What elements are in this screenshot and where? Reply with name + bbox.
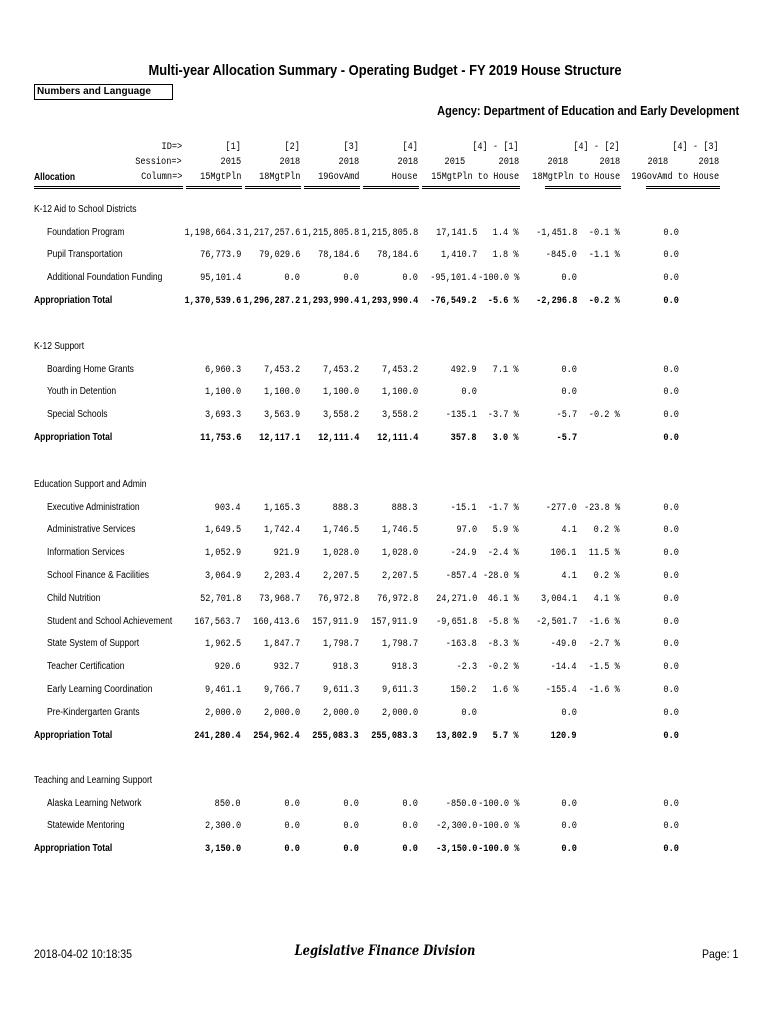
cell-p2: -0.2 % [588,409,620,422]
cell-p2: -2.7 % [588,638,620,651]
total-label: Appropriation Total [34,843,113,855]
cell-d2: -845.0 [545,249,577,262]
cell-d1: 97.0 [456,524,477,537]
cell-v2: 1,100.0 [263,386,300,399]
cell-d2: -277.0 [545,501,577,514]
cell-v1: 52,701.8 [199,592,241,605]
cell-p1: 5.9 % [493,524,519,537]
cell-d3: 0.0 [663,409,679,422]
section-heading: K-12 Support [34,341,85,352]
header-rule [186,188,242,189]
cell-v2: 1,217,257.6 [243,226,300,239]
cell-p2: -0.2 % [588,294,620,307]
cell-d2: -2,296.8 [535,294,577,307]
table-row [0,524,770,538]
table-row [0,661,770,675]
allocation-label: Alaska Learning Network [47,797,142,809]
appropriation-total-row [0,730,770,744]
header-diff-session-b: 2018 [498,156,519,168]
header-diff-session-a: 2018 [647,156,668,168]
cell-v2: 0.0 [284,820,300,833]
cell-p1: -1.7 % [487,501,519,514]
header-col-id: [1] [225,141,241,153]
cell-p1: -100.0 % [477,843,519,856]
header-col-session: 2018 [279,156,300,168]
cell-v2: 12,117.1 [258,431,300,444]
header-rule [245,186,301,187]
cell-d2: 0.0 [561,797,577,810]
header-col-session: 2015 [220,156,241,168]
cell-v3: 1,215,805.8 [302,226,359,239]
header-rule [646,186,720,187]
cell-v3: 76,972.8 [317,592,359,605]
cell-p2: -1.6 % [588,683,620,696]
agency-label: Agency: Department of Education and Early Development [437,104,739,118]
footer-page-number: Page: 1 [701,947,738,961]
header-col-id: [2] [284,141,300,153]
cell-d2: 0.0 [561,706,577,719]
table-row [0,386,770,400]
cell-d2: -155.4 [545,683,577,696]
cell-d3: 0.0 [663,386,679,399]
header-rule [304,186,360,187]
table-row [0,820,770,834]
header-col-session: 2018 [397,156,418,168]
cell-d2: 4.1 [561,524,577,537]
cell-d2: 0.0 [561,272,577,285]
cell-v1: 2,000.0 [204,706,241,719]
cell-d1: 13,802.9 [435,729,477,742]
cell-d2: 106.1 [551,547,577,560]
cell-v4: 1,215,805.8 [361,226,418,239]
allocation-label: Pre-Kindergarten Grants [47,706,140,718]
table-row [0,707,770,721]
cell-d3: 0.0 [663,615,679,628]
allocation-label: Student and School Achievement [47,615,173,627]
cell-d3: 0.0 [663,226,679,239]
cell-d1: -135.1 [445,409,477,422]
cell-v2: 3,563.9 [263,409,300,422]
cell-v1: 95,101.4 [199,272,241,285]
allocation-label: School Finance & Facilities [47,569,150,581]
cell-v3: 78,184.6 [317,249,359,262]
table-row [0,409,770,423]
table-row [0,593,770,607]
cell-d1: 357.8 [451,431,477,444]
cell-d3: 0.0 [663,547,679,560]
cell-v4: 0.0 [402,843,418,856]
cell-d3: 0.0 [663,294,679,307]
cell-p1: -100.0 % [477,797,519,810]
cell-v4: 1,798.7 [381,638,418,651]
cell-v1: 1,962.5 [204,638,241,651]
cell-p1: 7.1 % [493,363,519,376]
cell-v1: 1,649.5 [204,524,241,537]
cell-v2: 0.0 [284,272,300,285]
cell-v3: 0.0 [343,272,359,285]
cell-v4: 2,000.0 [381,706,418,719]
cell-v1: 167,563.7 [194,615,241,628]
cell-v3: 1,100.0 [322,386,359,399]
allocation-label: Early Learning Coordination [47,683,153,695]
header-rule [363,186,419,187]
table-row [0,227,770,241]
cell-p1: 1.6 % [493,683,519,696]
cell-v2: 9,766.7 [263,683,300,696]
table-row [0,616,770,630]
cell-d1: -95,101.4 [430,272,477,285]
cell-d3: 0.0 [663,249,679,262]
cell-v4: 78,184.6 [376,249,418,262]
cell-v2: 1,296,287.2 [243,294,300,307]
cell-d2: 3,004.1 [540,592,577,605]
header-diff-id: [4] - [2] [573,141,620,153]
cell-v2: 73,968.7 [258,592,300,605]
cell-v3: 2,000.0 [322,706,359,719]
cell-d3: 0.0 [663,431,679,444]
cell-d3: 0.0 [663,363,679,376]
header-diff-name: 15MgtPln to House [431,171,519,183]
cell-v2: 0.0 [284,843,300,856]
cell-p1: -8.3 % [487,638,519,651]
cell-v1: 9,461.1 [204,683,241,696]
cell-d3: 0.0 [663,683,679,696]
cell-d3: 0.0 [663,729,679,742]
header-rule [186,186,242,187]
cell-v4: 12,111.4 [376,431,418,444]
cell-v2: 2,203.4 [263,569,300,582]
cell-v4: 255,083.3 [371,729,418,742]
cell-v4: 157,911.9 [371,615,418,628]
allocation-label: Statewide Mentoring [47,820,125,832]
cell-v2: 932.7 [274,661,300,674]
cell-d3: 0.0 [663,501,679,514]
allocation-label: Additional Foundation Funding [47,272,163,284]
appropriation-total-row [0,432,770,446]
cell-v3: 1,028.0 [322,547,359,560]
cell-v2: 7,453.2 [263,363,300,376]
cell-d3: 0.0 [663,843,679,856]
report-selector-box: Numbers and Language [34,84,173,100]
allocation-label: Administrative Services [47,524,136,536]
header-col-name: 18MgtPln [258,171,300,183]
cell-p1: 5.7 % [493,729,519,742]
cell-p1: -3.7 % [487,409,519,422]
cell-v4: 7,453.2 [381,363,418,376]
header-session-label: Session=> [135,156,182,168]
cell-d1: -76,549.2 [430,294,477,307]
header-rule [646,188,720,189]
cell-d2: 0.0 [561,843,577,856]
appropriation-total-row [0,843,770,857]
header-rule [34,188,183,189]
cell-v3: 7,453.2 [322,363,359,376]
header-diff-session-a: 2015 [444,156,465,168]
cell-p2: 0.2 % [594,569,620,582]
cell-d3: 0.0 [663,820,679,833]
header-rule [34,186,183,187]
report-title: Multi-year Allocation Summary - Operating Budget - FY 2019 House Structure [148,62,622,79]
cell-p2: -1.1 % [588,249,620,262]
header-col-name: 15MgtPln [199,171,241,183]
table-row [0,798,770,812]
cell-v2: 1,165.3 [263,501,300,514]
cell-p1: 1.4 % [493,226,519,239]
cell-v3: 1,746.5 [322,524,359,537]
header-diff-name: 19GovAmd to House [631,171,719,183]
header-col-id: [4] [402,141,418,153]
cell-v3: 255,083.3 [312,729,359,742]
cell-d1: 492.9 [451,363,477,376]
allocation-label: Youth in Detention [47,386,117,398]
header-col-name: 19GovAmd [317,171,359,183]
cell-v4: 9,611.3 [381,683,418,696]
header-rule [245,188,301,189]
footer-division: Legislative Finance Division [294,943,476,959]
section-heading: Teaching and Learning Support [34,775,153,786]
table-row [0,364,770,378]
header-col-name: House [392,171,418,183]
cell-v3: 12,111.4 [317,431,359,444]
cell-p1: 3.0 % [493,431,519,444]
cell-v2: 1,742.4 [263,524,300,537]
cell-d1: -857.4 [445,569,477,582]
cell-p2: -1.5 % [588,661,620,674]
cell-d1: -2.3 [456,661,477,674]
cell-v4: 2,207.5 [381,569,418,582]
total-label: Appropriation Total [34,729,113,741]
allocation-header-label: Allocation [34,172,76,183]
allocation-label: Teacher Certification [47,661,125,673]
header-rule [422,188,520,189]
cell-p1: -28.0 % [482,569,519,582]
header-diff-id: [4] - [1] [472,141,519,153]
cell-v1: 1,100.0 [204,386,241,399]
cell-d2: 0.0 [561,386,577,399]
cell-p1: -5.6 % [487,294,519,307]
header-diff-session-b: 2018 [698,156,719,168]
cell-d1: 17,141.5 [435,226,477,239]
cell-v4: 1,100.0 [381,386,418,399]
cell-d3: 0.0 [663,797,679,810]
cell-v3: 1,293,990.4 [302,294,359,307]
cell-p1: -5.8 % [487,615,519,628]
cell-v4: 888.3 [392,501,418,514]
cell-d3: 0.0 [663,638,679,651]
cell-d1: 150.2 [451,683,477,696]
cell-d1: -2,300.0 [435,820,477,833]
cell-v1: 1,198,664.3 [184,226,241,239]
cell-v2: 254,962.4 [253,729,300,742]
cell-v4: 76,972.8 [376,592,418,605]
cell-v1: 1,370,539.6 [184,294,241,307]
allocation-label: Child Nutrition [47,592,101,604]
cell-p2: -23.8 % [583,501,620,514]
cell-v1: 903.4 [215,501,241,514]
cell-v1: 2,300.0 [204,820,241,833]
cell-v1: 76,773.9 [199,249,241,262]
header-column-label: Column=> [140,171,182,183]
cell-v3: 1,798.7 [322,638,359,651]
cell-v3: 157,911.9 [312,615,359,628]
cell-p2: -0.1 % [588,226,620,239]
cell-v1: 11,753.6 [199,431,241,444]
cell-p2: -1.6 % [588,615,620,628]
allocation-label: Special Schools [47,409,108,421]
cell-v4: 1,028.0 [381,547,418,560]
cell-v2: 160,413.6 [253,615,300,628]
cell-d3: 0.0 [663,592,679,605]
cell-v1: 1,052.9 [204,547,241,560]
cell-d3: 0.0 [663,706,679,719]
cell-v4: 0.0 [402,797,418,810]
cell-v1: 850.0 [215,797,241,810]
header-rule [304,188,360,189]
cell-d3: 0.0 [663,524,679,537]
cell-d1: 0.0 [461,386,477,399]
cell-d2: 0.0 [561,363,577,376]
appropriation-total-row [0,295,770,309]
header-col-session: 2018 [338,156,359,168]
cell-v2: 0.0 [284,797,300,810]
header-diff-name: 18MgtPln to House [532,171,620,183]
cell-d1: 1,410.7 [440,249,477,262]
cell-v3: 2,207.5 [322,569,359,582]
cell-d2: -5.7 [556,409,577,422]
footer-timestamp: 2018-04-02 10:18:35 [34,947,133,961]
cell-d1: -9,651.8 [435,615,477,628]
cell-d2: -5.7 [556,431,577,444]
cell-v1: 3,064.9 [204,569,241,582]
allocation-label: Foundation Program [47,226,125,238]
cell-v3: 0.0 [343,820,359,833]
cell-d1: -3,150.0 [435,843,477,856]
cell-d1: -850.0 [445,797,477,810]
table-row [0,547,770,561]
cell-p1: 46.1 % [487,592,519,605]
cell-d1: 24,271.0 [435,592,477,605]
cell-d3: 0.0 [663,569,679,582]
cell-v1: 241,280.4 [194,729,241,742]
cell-v2: 79,029.6 [258,249,300,262]
header-rule [545,186,621,187]
allocation-label: Information Services [47,547,125,559]
total-label: Appropriation Total [34,294,113,306]
cell-v1: 3,693.3 [204,409,241,422]
header-col-id: [3] [343,141,359,153]
allocation-label: Pupil Transportation [47,249,123,261]
cell-p1: -100.0 % [477,820,519,833]
cell-d1: -24.9 [451,547,477,560]
cell-p1: -0.2 % [487,661,519,674]
cell-d3: 0.0 [663,272,679,285]
cell-p2: 11.5 % [588,547,620,560]
cell-v3: 0.0 [343,797,359,810]
cell-d2: -1,451.8 [535,226,577,239]
cell-d2: 4.1 [561,569,577,582]
table-row [0,249,770,263]
cell-p2: 0.2 % [594,524,620,537]
section-heading: Education Support and Admin [34,479,147,490]
cell-v3: 888.3 [333,501,359,514]
cell-d2: -49.0 [551,638,577,651]
cell-v1: 920.6 [215,661,241,674]
header-id-label: ID=> [161,141,182,153]
cell-v4: 0.0 [402,272,418,285]
cell-v2: 921.9 [274,547,300,560]
cell-d2: -2,501.7 [535,615,577,628]
cell-d2: 0.0 [561,820,577,833]
cell-d2: -14.4 [551,661,577,674]
allocation-label: Executive Administration [47,501,140,513]
header-rule [545,188,621,189]
table-row [0,638,770,652]
cell-d1: 0.0 [461,706,477,719]
cell-v2: 1,847.7 [263,638,300,651]
table-row [0,272,770,286]
cell-v3: 918.3 [333,661,359,674]
cell-p2: 4.1 % [594,592,620,605]
cell-d3: 0.0 [663,661,679,674]
cell-v4: 1,293,990.4 [361,294,418,307]
cell-v4: 918.3 [392,661,418,674]
cell-v4: 1,746.5 [381,524,418,537]
table-row [0,502,770,516]
cell-v3: 3,558.2 [322,409,359,422]
cell-v3: 9,611.3 [322,683,359,696]
cell-p1: -2.4 % [487,547,519,560]
header-diff-session-a: 2018 [547,156,568,168]
cell-d1: -15.1 [451,501,477,514]
header-rule [422,186,520,187]
cell-v4: 0.0 [402,820,418,833]
section-heading: K-12 Aid to School Districts [34,204,137,215]
cell-v1: 6,960.3 [204,363,241,376]
cell-v2: 2,000.0 [263,706,300,719]
table-row [0,684,770,698]
cell-d1: -163.8 [445,638,477,651]
header-diff-id: [4] - [3] [672,141,719,153]
cell-p1: -100.0 % [477,272,519,285]
header-rule [363,188,419,189]
cell-v4: 3,558.2 [381,409,418,422]
allocation-label: State System of Support [47,638,140,650]
total-label: Appropriation Total [34,431,113,443]
table-row [0,570,770,584]
header-diff-session-b: 2018 [599,156,620,168]
cell-v3: 0.0 [343,843,359,856]
cell-p1: 1.8 % [493,249,519,262]
allocation-label: Boarding Home Grants [47,363,134,375]
cell-d2: 120.9 [551,729,577,742]
cell-v1: 3,150.0 [204,843,241,856]
